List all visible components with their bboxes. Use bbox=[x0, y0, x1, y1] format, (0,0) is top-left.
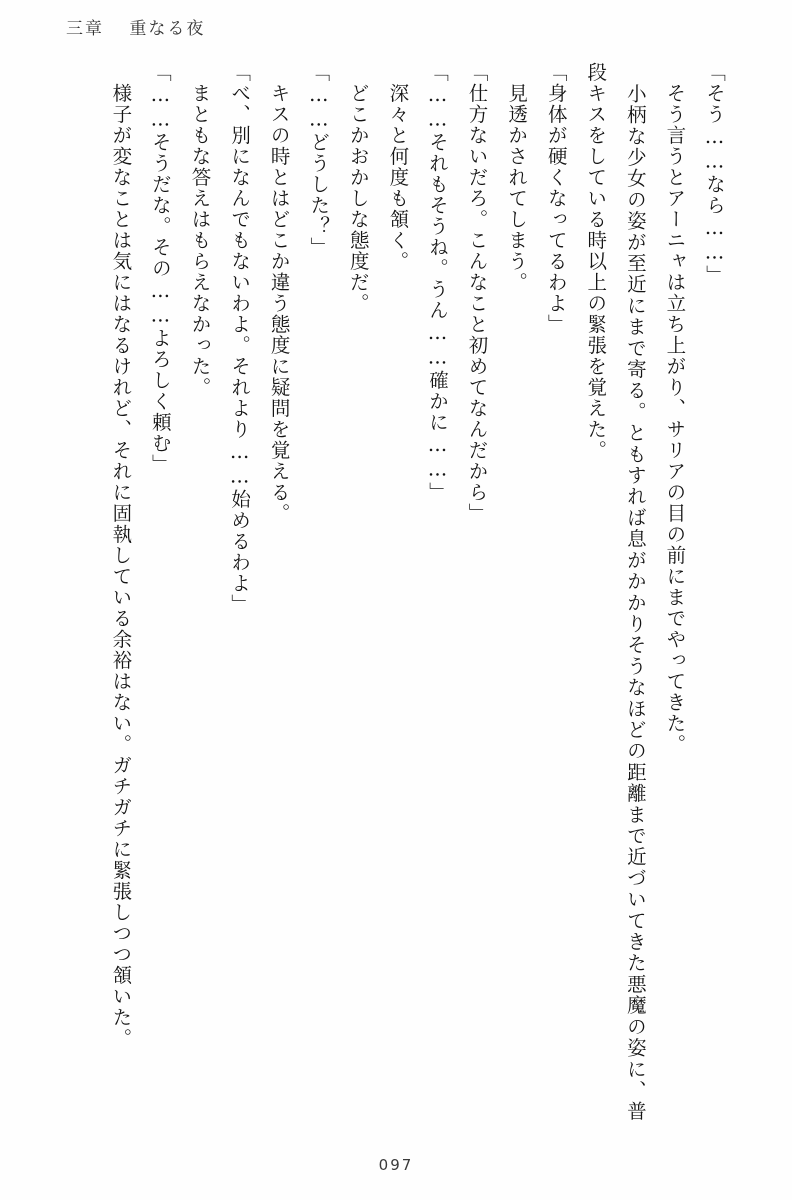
paragraph: 「そう……なら……」 bbox=[703, 62, 726, 286]
paragraph: 見透かされてしまう。 bbox=[505, 62, 529, 293]
paragraph: 「……そうだな。その……よろしく頼む」 bbox=[148, 62, 172, 475]
paragraph: 深々と何度も頷く。 bbox=[386, 62, 410, 272]
page-number: 097 bbox=[378, 1156, 414, 1174]
paragraph: そう言うとアーニャは立ち上がり、サリアの目の前にまでやってきた。 bbox=[663, 62, 687, 755]
paragraph: 様子が変なことは気にはなるけれど、それに固執している余裕はない。ガチガチに緊張しつつ頷いた。 bbox=[109, 62, 133, 1049]
paragraph: 小柄な少女の姿が至近にまで寄る。ともすれば息がかかりそうなほどの距離まで近づいてきた悪魔の姿に、普段キスをしている時以上の緊張を覚えた。 bbox=[584, 62, 647, 1123]
chapter-title: 重なる夜 bbox=[129, 19, 206, 39]
paragraph: 「べ、別になんでもないわよ。それより……始めるわよ」 bbox=[228, 62, 252, 615]
paragraph: 「仕方ないだろ。こんなこと初めてなんだから」 bbox=[465, 62, 489, 524]
paragraph: まともな答えはもらえなかった。 bbox=[188, 62, 212, 398]
chapter-number: 三章 bbox=[66, 19, 104, 39]
paragraph: キスの時とはどこか違う態度に疑問を覚える。 bbox=[267, 62, 291, 524]
paragraph: 「……それもそうね。うん……確かに……」 bbox=[425, 62, 449, 503]
paragraph: どこかおかしな態度だ。 bbox=[346, 62, 370, 314]
paragraph: 「……どうした？」 bbox=[307, 62, 331, 258]
paragraph: 「身体が硬くなってるわよ」 bbox=[544, 62, 568, 335]
running-header bbox=[66, 14, 205, 39]
body-text bbox=[54, 62, 734, 1122]
